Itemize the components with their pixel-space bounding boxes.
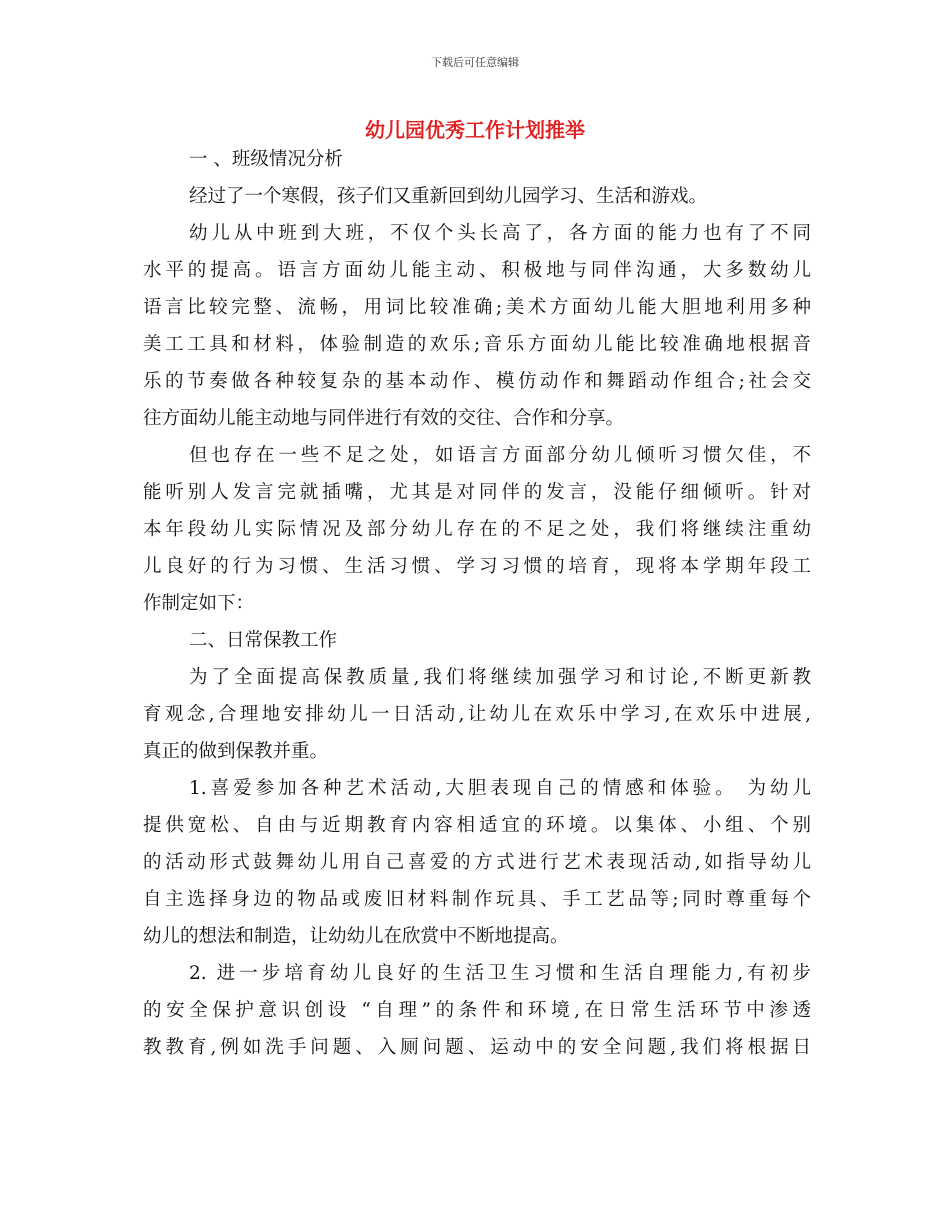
body-text-line: 为了全面提高保教质量,我们将继续加强学习和讨论,不断更新教: [189, 667, 811, 688]
body-text-line: 1.喜爱参加各种艺术活动,大胆表现自己的情感和体验。 为幼儿: [189, 778, 811, 799]
body-text-line: 儿良好的行为习惯、生活习惯、学习习惯的培育，现将本学期年段工: [143, 556, 811, 577]
body-text-line: 水平的提高。语言方面幼儿能主动、积极地与同伴沟通，大多数幼儿: [143, 260, 811, 281]
body-text-line: 的活动形式鼓舞幼儿用自己喜爱的方式进行艺术表现活动,如指导幼儿: [143, 852, 811, 873]
body-text-line: 育观念,合理地安排幼儿一日活动,让幼儿在欢乐中学习,在欢乐中进展,: [143, 704, 811, 725]
body-text-line: 能听别人发言完就插嘴，尤其是对同伴的发言，没能仔细倾听。针对: [143, 482, 811, 503]
body-text-line: 语言比较完整、流畅，用词比较准确;美术方面幼儿能大胆地利用多种: [143, 297, 811, 318]
body-text-line: 2. 进一步培育幼儿良好的生活卫生习惯和生活自理能力,有初步: [189, 963, 811, 984]
body-text-line: 提供宽松、自由与近期教育内容相适宜的环境。以集体、小组、个别: [143, 815, 811, 836]
body-text-line: 自主选择身边的物品或废旧材料制作玩具、手工艺品等;同时尊重每个: [143, 889, 811, 910]
body-text-line: 的安全保护意识创设 “自理”的条件和环境,在日常生活环节中渗透: [143, 1000, 811, 1021]
document-body: [143, 141, 811, 1066]
body-text-line: 幼儿的想法和制造，让幼幼儿在欣赏中不断地提高。: [143, 926, 569, 947]
body-text-line: 经过了一个寒假，孩子们又重新回到幼儿园学习、生活和游戏。: [189, 186, 708, 207]
body-text-line: 教教育,例如洗手问题、入厕问题、运动中的安全问题,我们将根据日: [143, 1037, 811, 1058]
body-text-line: 真正的做到保教并重。: [143, 741, 329, 762]
body-text-line: 往方面幼儿能主动地与同伴进行有效的交往、合作和分享。: [143, 408, 625, 429]
body-text-line: 二、日常保教工作: [189, 630, 338, 651]
document-title: 幼儿园优秀工作计划推举: [365, 118, 585, 142]
body-text-line: 作制定如下：: [143, 593, 255, 614]
body-text-line: 本年段幼儿实际情况及部分幼儿存在的不足之处，我们将继续注重幼: [143, 519, 811, 540]
body-text-line: 美工工具和材料，体验制造的欢乐;音乐方面幼儿能比较准确地根据音: [143, 334, 811, 355]
page-header-note: 下载后可任意编辑: [431, 56, 519, 69]
body-text-line: 幼儿从中班到大班，不仅个头长高了，各方面的能力也有了不同: [189, 223, 811, 244]
body-text-line: 但也存在一些不足之处，如语言方面部分幼儿倾听习惯欠佳，不: [189, 445, 811, 466]
body-text-line: 乐的节奏做各种较复杂的基本动作、模仿动作和舞蹈动作组合;社会交: [143, 371, 811, 392]
body-text-line: 一 、班级情况分析: [189, 149, 343, 170]
